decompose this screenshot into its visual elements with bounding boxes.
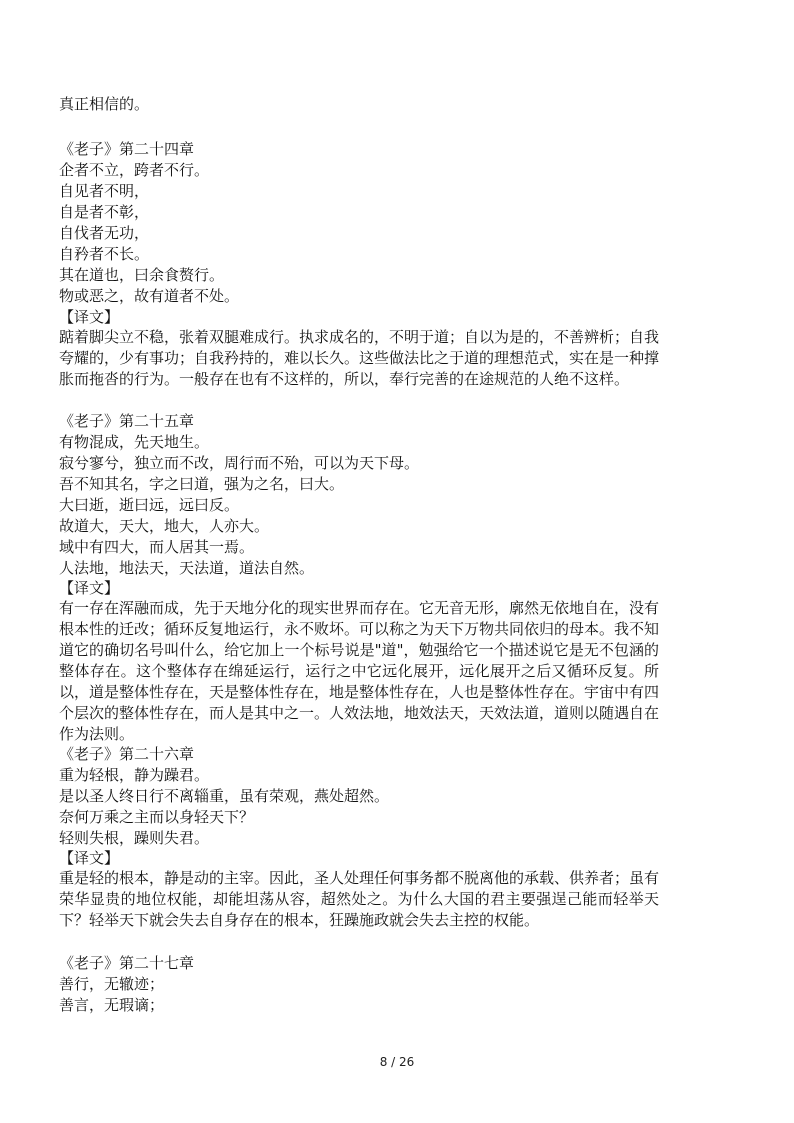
chapter-25-verse-line: 大曰逝，逝曰远，远曰反。 [59, 496, 240, 514]
chapter-25-verse-line: 故道大，天大，地大，人亦大。 [59, 517, 270, 535]
chapter-24-verse-line: 其在道也，曰余食赘行。 [59, 266, 225, 284]
chapter-24-verse-line: 自见者不明， [59, 182, 150, 200]
chapter-26-translation-label: 【译文】 [59, 849, 120, 867]
chapter-26-translation: 重是轻的根本，静是动的主宰。因此，圣人处理任何事务都不脱离他的承载、供养者；虽有荣华显贵的地位权能，却能坦荡从容，超然处之。为什么大国的君主要强逞己能而轻举天下？轻举天下就会失去自身存在的根本，狂躁施政就会失去主控的权能。 [59, 869, 660, 929]
chapter-24-verse-line: 自是者不彰， [59, 203, 150, 221]
continuation-line: 真正相信的。 [59, 95, 150, 113]
chapter-27-title: 《老子》第二十七章 [59, 954, 195, 972]
chapter-25-title: 《老子》第二十五章 [59, 412, 195, 430]
chapter-24-verse-line: 自伐者无功， [59, 224, 150, 242]
chapter-25-verse-line: 寂兮寥兮，独立而不改，周行而不殆，可以为天下母。 [59, 454, 420, 472]
chapter-24-verse-line: 自矜者不长。 [59, 245, 150, 263]
chapter-24-verse-line: 物或恶之，故有道者不处。 [59, 287, 240, 305]
chapter-24-translation-label: 【译文】 [59, 308, 120, 326]
chapter-24-verse-line: 企者不立，跨者不行。 [59, 161, 210, 179]
chapter-26-verse-line: 重为轻根，静为躁君。 [59, 766, 210, 784]
chapter-25-translation: 有一存在浑融而成，先于天地分化的现实世界而存在。它无音无形，廓然无依地自在，没有根本性的迁改；循环反复地运行，永不败坏。可以称之为天下万物共同依归的母本。我不知道它的确切名号叫什么，给它加上一个标号说是"道"，勉强给它一个描述说它是无不包涵的整体存在。这个整体存在绵延运行，运行之中它远化展开，远化展开之后又循环反复。所以，道是整体性存在，天是整体性存在，地是整体性存在，人也是整体性存在。宇宙中有四个层次的整体性存在，而人是其中之一。人效法地，地效法天，天效法道，道则以随遇自在作为法则。 [59, 599, 660, 743]
chapter-26-verse-line: 是以圣人终日行不离辎重，虽有荣观，燕处超然。 [59, 787, 390, 805]
chapter-27-verse-line: 善行，无辙迹； [59, 975, 165, 993]
chapter-25-verse-line: 吾不知其名，字之曰道，强为之名，曰大。 [59, 475, 345, 493]
page-number: 8 / 26 [379, 1055, 415, 1069]
chapter-26-verse-line: 奈何万乘之主而以身轻天下？ [59, 808, 255, 826]
chapter-24-title: 《老子》第二十四章 [59, 140, 195, 158]
chapter-26-title: 《老子》第二十六章 [59, 745, 195, 763]
chapter-25-verse-line: 有物混成，先天地生。 [59, 433, 210, 451]
chapter-25-verse-line: 域中有四大，而人居其一焉。 [59, 538, 255, 556]
chapter-26-verse-line: 轻则失根，躁则失君。 [59, 829, 210, 847]
chapter-24-translation: 踮着脚尖立不稳，张着双腿难成行。执求成名的，不明于道；自以为是的，不善辨析；自我夸耀的，少有事功；自我矜持的，难以长久。这些做法比之于道的理想范式，实在是一种撑胀而拖沓的行为。一般存在也有不这样的，所以，奉行完善的在途规范的人绝不这样。 [59, 328, 660, 388]
chapter-27-verse-line: 善言，无瑕谪； [59, 996, 165, 1014]
chapter-25-verse-line: 人法地，地法天，天法道，道法自然。 [59, 559, 315, 577]
chapter-25-translation-label: 【译文】 [59, 579, 120, 597]
